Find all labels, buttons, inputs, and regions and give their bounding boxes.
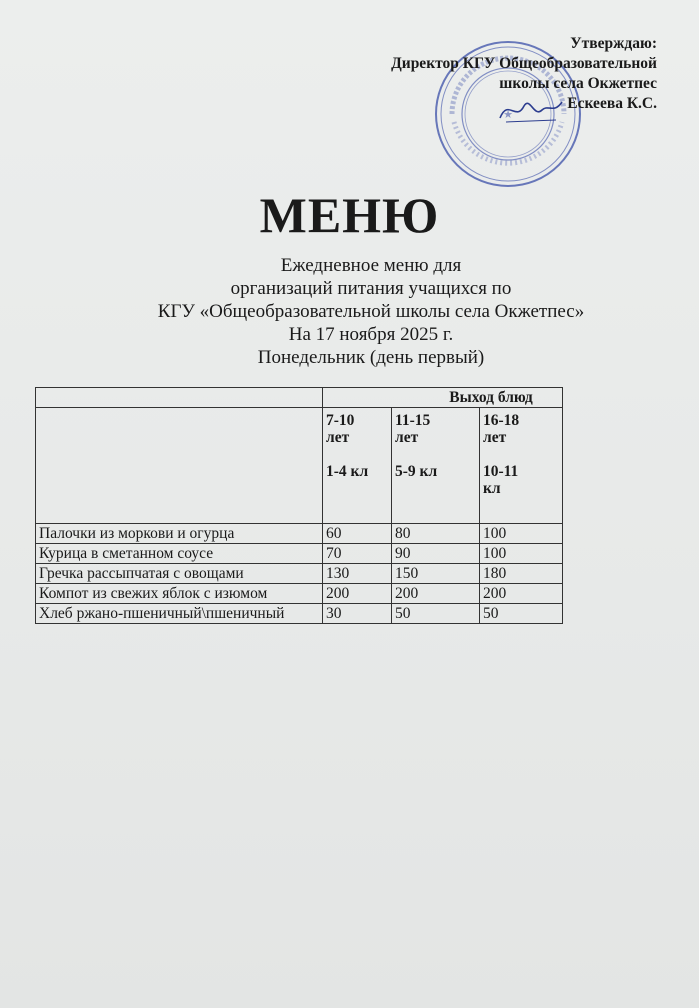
approval-name: Ескеева К.С. — [567, 95, 657, 112]
approval-label: Утверждаю: — [570, 35, 657, 52]
svg-text:★: ★ — [503, 108, 513, 121]
portion-value: 80 — [392, 524, 480, 544]
age-group-11-15: 11-15 лет 5-9 кл — [392, 408, 480, 524]
description-line: Ежедневное меню для — [280, 255, 462, 276]
output-header: Выход блюд — [323, 388, 563, 408]
dish-name: Хлеб ржано-пшеничный\пшеничный — [36, 604, 323, 624]
menu-day: Понедельник (день первый) — [257, 347, 485, 368]
approval-block — [391, 34, 657, 114]
description-line: организаций питания учащихся по — [230, 278, 512, 299]
portion-value: 100 — [480, 524, 563, 544]
portion-value: 200 — [323, 584, 392, 604]
approval-position: Директор КГУ Общеобразовательной — [391, 55, 657, 72]
page-title: МЕНЮ — [259, 187, 440, 243]
dish-name: Компот из свежих яблок с изюмом — [36, 584, 323, 604]
menu-description — [0, 254, 699, 369]
description-line: КГУ «Общеобразовательной школы села Окжетпес» — [157, 301, 585, 322]
portion-value: 30 — [323, 604, 392, 624]
dish-name: Палочки из моркови и огурца — [36, 524, 323, 544]
menu-table — [35, 387, 563, 624]
header-empty-cell — [36, 408, 323, 524]
portion-value: 200 — [480, 584, 563, 604]
portion-value: 50 — [480, 604, 563, 624]
menu-date: На 17 ноября 2025 г. — [288, 324, 454, 345]
portion-value: 70 — [323, 544, 392, 564]
dish-name: Гречка рассыпчатая с овощами — [36, 564, 323, 584]
portion-value: 130 — [323, 564, 392, 584]
portion-value: 180 — [480, 564, 563, 584]
table-row — [36, 544, 563, 564]
age-group-7-10: 7-10 лет 1-4 кл — [323, 408, 392, 524]
approval-school: школы села Окжетпес — [499, 75, 657, 92]
portion-value: 200 — [392, 584, 480, 604]
table-row — [36, 604, 563, 624]
age-group-16-18: 16-18 лет 10-11 кл — [480, 408, 563, 524]
age-group-row — [36, 408, 563, 524]
table-header-row — [36, 388, 563, 408]
portion-value: 60 — [323, 524, 392, 544]
dish-name: Курица в сметанном соусе — [36, 544, 323, 564]
table-row — [36, 584, 563, 604]
portion-value: 50 — [392, 604, 480, 624]
table-row — [36, 524, 563, 544]
portion-value: 90 — [392, 544, 480, 564]
portion-value: 100 — [480, 544, 563, 564]
table-row — [36, 564, 563, 584]
header-empty-cell — [36, 388, 323, 408]
portion-value: 150 — [392, 564, 480, 584]
